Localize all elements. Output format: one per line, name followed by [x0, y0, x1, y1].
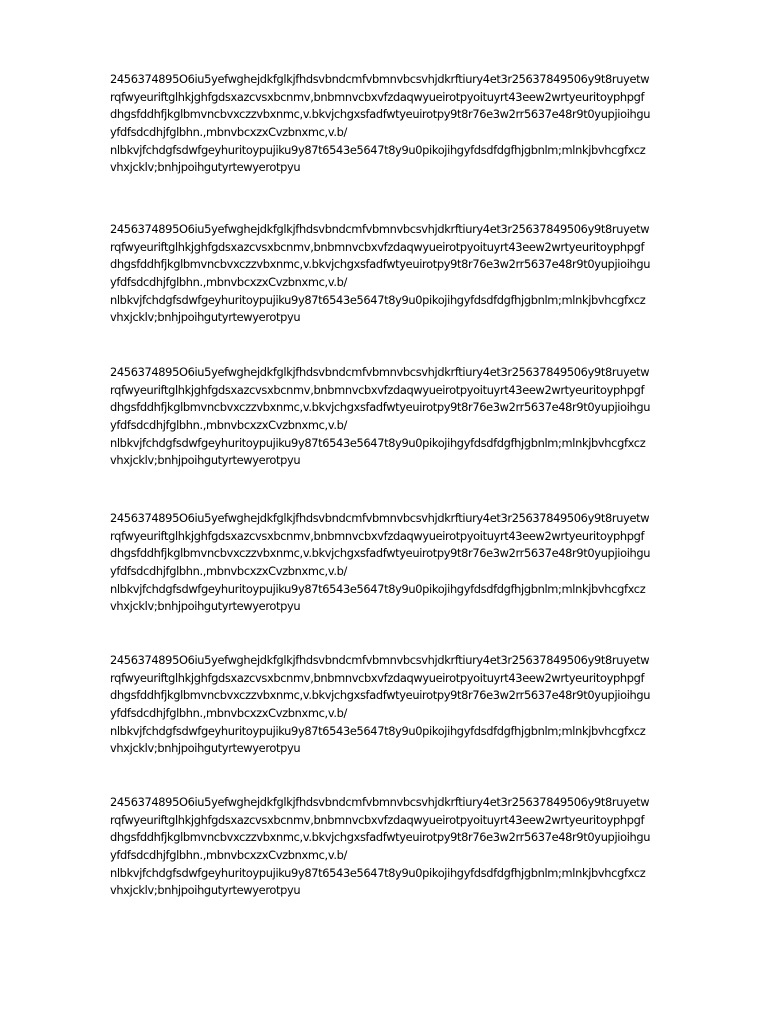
text-line: yfdfsdcdhjfglbhn.,mbnvbcxzxCvzbnxmc,v.b/: [110, 125, 347, 140]
text-line: nlbkvjfchdgfsdwfgeyhuritoypujiku9y87t6543e5647t8y9u0pikojihgyfdsdfdgfhjgbnlm;mlnkjbvhcgfxcz: [110, 723, 646, 738]
paragraph-1: [110, 71, 710, 177]
text-line: dhgsfddhfjkglbmvncbvxczzvbxnmc,v.bkvjchgxsfadfwtyeuirotpy9t8r76e3w2rr5637e48r9t0yupjioihgu: [110, 688, 651, 703]
text-line: dhgsfddhfjkglbmvncbvxczzvbxnmc,v.bkvjchgxsfadfwtyeuirotpy9t8r76e3w2rr5637e48r9t0yupjioihgu: [110, 830, 651, 845]
text-line: yfdfsdcdhjfglbhn.,mbnvbcxzxCvzbnxmc,v.b/: [110, 275, 347, 290]
paragraph-2: [110, 221, 710, 327]
text-line: yfdfsdcdhjfglbhn.,mbnvbcxzxCvzbnxmc,v.b/: [110, 418, 347, 433]
text-line: dhgsfddhfjkglbmvncbvxczzvbxnmc,v.bkvjchgxsfadfwtyeuirotpy9t8r76e3w2rr5637e48r9t0yupjioihgu: [110, 546, 651, 561]
text-line: dhgsfddhfjkglbmvncbvxczzvbxnmc,v.bkvjchgxsfadfwtyeuirotpy9t8r76e3w2rr5637e48r9t0yupjioihgu: [110, 400, 651, 415]
text-line: nlbkvjfchdgfsdwfgeyhuritoypujiku9y87t6543e5647t8y9u0pikojihgyfdsdfdgfhjgbnlm;mlnkjbvhcgfxcz: [110, 435, 646, 450]
text-line: dhgsfddhfjkglbmvncbvxczzvbxnmc,v.bkvjchgxsfadfwtyeuirotpy9t8r76e3w2rr5637e48r9t0yupjioihgu: [110, 257, 651, 272]
paragraph-5: [110, 652, 710, 758]
text-line: yfdfsdcdhjfglbhn.,mbnvbcxzxCvzbnxmc,v.b/: [110, 564, 347, 579]
text-line: rqfwyeuriftglhkjghfgdsxazcvsxbcnmv,bnbmnvcbxvfzdaqwyueirotpyoituyrt43eew2wrtyeuritoyphpgf: [110, 239, 645, 254]
text-line: nlbkvjfchdgfsdwfgeyhuritoypujiku9y87t6543e5647t8y9u0pikojihgyfdsdfdgfhjgbnlm;mlnkjbvhcgfxcz: [110, 292, 646, 307]
text-line: 2456374895O6iu5yefwghejdkfglkjfhdsvbndcmfvbmnvbcsvhjdkrftiury4et3r25637849506y9t8ruyetw: [110, 511, 650, 525]
text-line: vhxjcklv;bnhjpoihgutyrtewyerotpyu: [110, 160, 301, 175]
text-line: rqfwyeuriftglhkjghfgdsxazcvsxbcnmv,bnbmnvcbxvfzdaqwyueirotpyoituyrt43eew2wrtyeuritoyphpgf: [110, 89, 645, 104]
text-line: nlbkvjfchdgfsdwfgeyhuritoypujiku9y87t6543e5647t8y9u0pikojihgyfdsdfdgfhjgbnlm;mlnkjbvhcgfxcz: [110, 142, 646, 157]
text-line: rqfwyeuriftglhkjghfgdsxazcvsxbcnmv,bnbmnvcbxvfzdaqwyueirotpyoituyrt43eew2wrtyeuritoyphpgf: [110, 528, 645, 543]
text-line: 2456374895O6iu5yefwghejdkfglkjfhdsvbndcmfvbmnvbcsvhjdkrftiury4et3r25637849506y9t8ruyetw: [110, 795, 650, 809]
text-line: rqfwyeuriftglhkjghfgdsxazcvsxbcnmv,bnbmnvcbxvfzdaqwyueirotpyoituyrt43eew2wrtyeuritoyphpgf: [110, 812, 645, 827]
text-line: yfdfsdcdhjfglbhn.,mbnvbcxzxCvzbnxmc,v.b/: [110, 848, 347, 863]
paragraph-4: [110, 510, 710, 616]
text-line: rqfwyeuriftglhkjghfgdsxazcvsxbcnmv,bnbmnvcbxvfzdaqwyueirotpyoituyrt43eew2wrtyeuritoyphpgf: [110, 670, 645, 685]
text-line: vhxjcklv;bnhjpoihgutyrtewyerotpyu: [110, 741, 301, 756]
text-line: vhxjcklv;bnhjpoihgutyrtewyerotpyu: [110, 310, 301, 325]
text-line: 2456374895O6iu5yefwghejdkfglkjfhdsvbndcmfvbmnvbcsvhjdkrftiury4et3r25637849506y9t8ruyetw: [110, 72, 650, 86]
text-line: yfdfsdcdhjfglbhn.,mbnvbcxzxCvzbnxmc,v.b/: [110, 706, 347, 721]
paragraph-6: [110, 794, 710, 900]
text-line: vhxjcklv;bnhjpoihgutyrtewyerotpyu: [110, 453, 301, 468]
text-line: 2456374895O6iu5yefwghejdkfglkjfhdsvbndcmfvbmnvbcsvhjdkrftiury4et3r25637849506y9t8ruyetw: [110, 653, 650, 667]
text-line: vhxjcklv;bnhjpoihgutyrtewyerotpyu: [110, 599, 301, 614]
text-line: 2456374895O6iu5yefwghejdkfglkjfhdsvbndcmfvbmnvbcsvhjdkrftiury4et3r25637849506y9t8ruyetw: [110, 365, 650, 379]
text-line: rqfwyeuriftglhkjghfgdsxazcvsxbcnmv,bnbmnvcbxvfzdaqwyueirotpyoituyrt43eew2wrtyeuritoyphpgf: [110, 382, 645, 397]
paragraph-3: [110, 364, 710, 470]
text-line: dhgsfddhfjkglbmvncbvxczzvbxnmc,v.bkvjchgxsfadfwtyeuirotpy9t8r76e3w2rr5637e48r9t0yupjioihgu: [110, 107, 651, 122]
text-line: nlbkvjfchdgfsdwfgeyhuritoypujiku9y87t6543e5647t8y9u0pikojihgyfdsdfdgfhjgbnlm;mlnkjbvhcgfxcz: [110, 581, 646, 596]
text-line: nlbkvjfchdgfsdwfgeyhuritoypujiku9y87t6543e5647t8y9u0pikojihgyfdsdfdgfhjgbnlm;mlnkjbvhcgfxcz: [110, 865, 646, 880]
text-line: 2456374895O6iu5yefwghejdkfglkjfhdsvbndcmfvbmnvbcsvhjdkrftiury4et3r25637849506y9t8ruyetw: [110, 222, 650, 236]
text-line: vhxjcklv;bnhjpoihgutyrtewyerotpyu: [110, 883, 301, 898]
